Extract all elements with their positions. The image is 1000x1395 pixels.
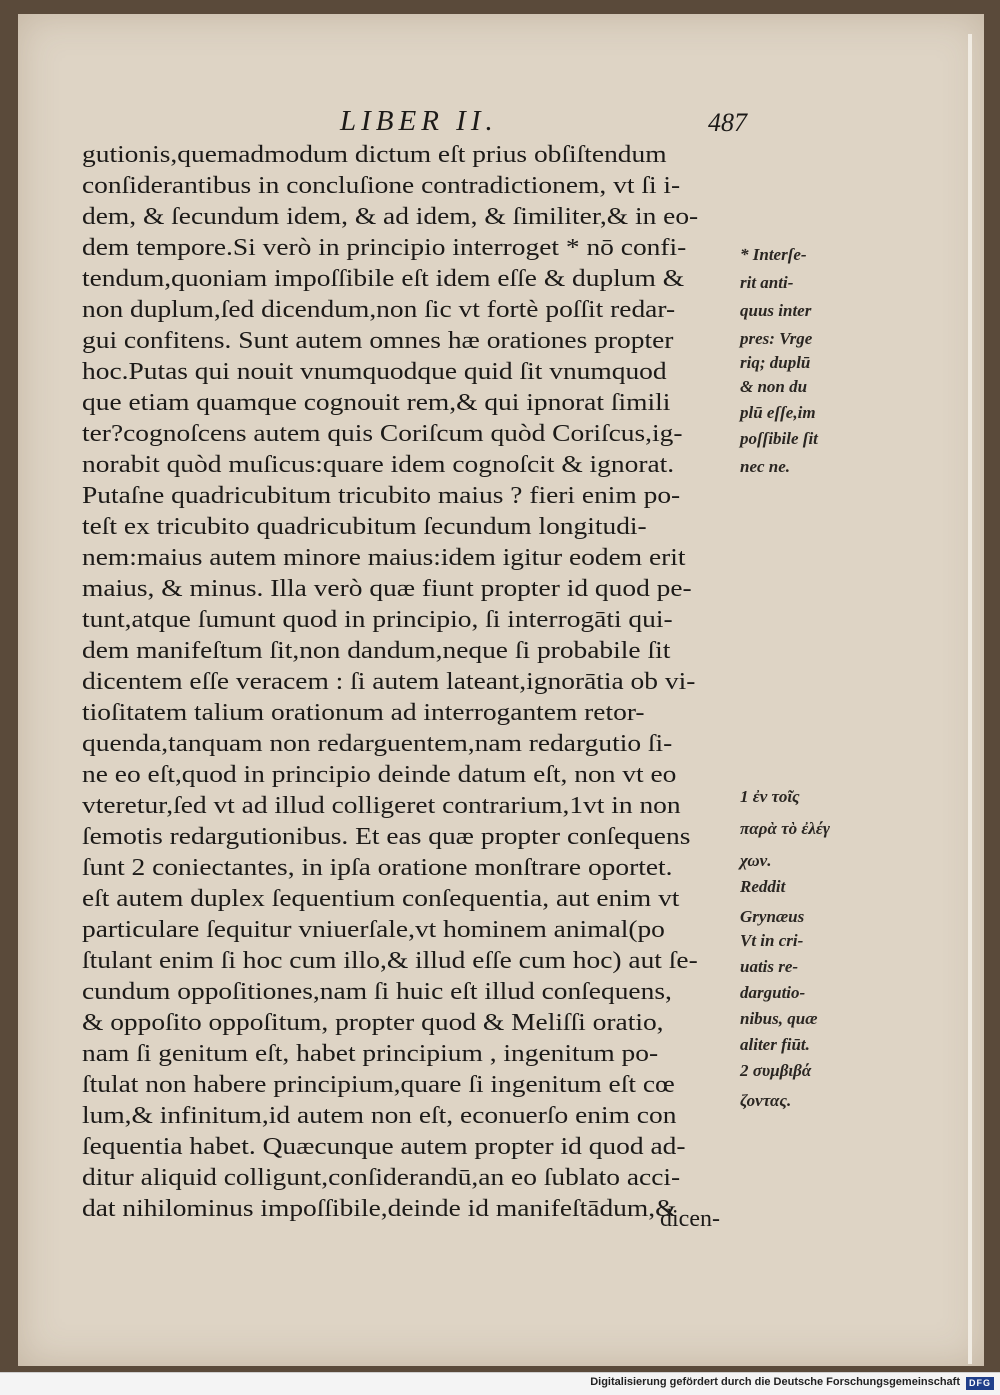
margin-note-line: quus inter [740, 301, 812, 320]
margin-note-line: uatis re- [740, 957, 799, 976]
text-line: lum,& infinitum,id autem non eſt, econuerſo enim con [82, 1102, 677, 1129]
dfg-logo[interactable]: DFG [966, 1377, 994, 1390]
text-line: maius, & minus. Illa verò quæ fiunt propter id quod pe- [82, 575, 692, 602]
text-line: dem tempore.Si verò in principio interroget * nō confi- [82, 234, 687, 261]
margin-note-line: dargutio- [740, 983, 806, 1002]
text-line: ditur aliquid colligunt,conſiderandū,an eo ſublato acci- [82, 1164, 681, 1191]
running-header: LIBER II. [340, 105, 498, 137]
text-line: dem manifeſtum ſit,non dandum,neque ſi probabile ſit [82, 637, 671, 664]
text-line: tunt,atque ſumunt quod in principio, ſi interrogāti qui- [82, 606, 673, 633]
text-line: ſtulat non habere principium,quare ſi ingenitum eſt cœ [82, 1071, 675, 1098]
margin-note-line: nec ne. [740, 457, 791, 476]
text-line: eſt autem duplex ſequentium conſequentia, aut enim vt [82, 885, 680, 912]
margin-note-line: παρὰ τὸ ἐλέγ [740, 819, 830, 838]
text-line: & oppoſito oppoſitum, propter quod & Meliſſi oratio, [82, 1009, 664, 1036]
margin-note-line: Grynæus [740, 907, 805, 926]
text-line: teſt ex tricubito quadricubitum ſecundum longitudi- [82, 513, 647, 540]
text-line: dat nihilominus impoſſibile,deinde id manifeſtādum,& [82, 1195, 677, 1222]
text-line: tioſitatem talium orationum ad interrogantem retor- [82, 699, 645, 726]
margin-note-line: aliter fiūt. [740, 1035, 810, 1054]
margin-note-line: ζοντας. [740, 1091, 792, 1110]
margin-note-line: rit anti- [740, 273, 794, 292]
text-line: ſtulant enim ſi hoc cum illo,& illud eſſe cum hoc) aut ſe- [82, 947, 698, 974]
margin-note-line: Vt in cri- [740, 931, 804, 950]
text-line: que etiam quamque cognouit rem,& qui ipnorat ſimili [82, 389, 671, 416]
footer-bar [0, 1372, 1000, 1395]
margin-note-line: riq; duplū [740, 353, 811, 372]
margin-note-line: Reddit [740, 877, 786, 896]
text-line: Putaſne quadricubitum tricubito maius ? fieri enim po- [82, 482, 681, 509]
text-line: cundum oppoſitiones,nam ſi huic eſt illud conſequens, [82, 978, 672, 1005]
catchword: dicen- [660, 1206, 720, 1232]
text-line: norabit quòd muſicus:quare idem cognoſcit & ignorat. [82, 451, 675, 478]
text-line: nam ſi genitum eſt, habet principium , ingenitum po- [82, 1040, 659, 1067]
text-line: ſequentia habet. Quæcunque autem propter id quod ad- [82, 1133, 686, 1160]
text-line: conſiderantibus in concluſione contradictionem, vt ſi i- [82, 172, 681, 199]
text-line: particulare ſequitur vniuerſale,vt hominem animal(po [82, 916, 665, 943]
page-number: 487 [708, 108, 747, 137]
text-line: ne eo eſt,quod in principio deinde datum eſt, non vt eo [82, 761, 677, 788]
margin-note-line: * Interſe- [740, 245, 807, 264]
margin-note-line: plū eſſe,im [740, 403, 816, 422]
text-line: hoc.Putas qui nouit vnumquodque quid ſit vnumquod [82, 358, 667, 385]
text-line: tendum,quoniam impoſſibile eſt idem eſſe & duplum & [82, 265, 685, 292]
text-line: ſunt 2 coniectantes, in ipſa oratione monſtrare oportet. [82, 854, 673, 881]
text-line: quenda,tanquam non redarguentem,nam redargutio ſi- [82, 730, 673, 757]
margin-note-line: nibus, quæ [740, 1009, 818, 1028]
funding-notice: Digitalisierung gefördert durch die Deutsche Forschungsgemeinschaft [590, 1376, 960, 1388]
text-line: ter?cognoſcens autem quis Coriſcum quòd Coriſcus,ig- [82, 420, 683, 447]
text-line: gui confitens. Sunt autem omnes hæ orationes propter [82, 327, 674, 354]
margin-note-line: 1 ἐν τοῖς [740, 787, 800, 806]
page-edge [968, 34, 972, 1364]
margin-note-line: 2 συμβιβά [740, 1061, 812, 1080]
text-line: nem:maius autem minore maius:idem igitur eodem erit [82, 544, 686, 571]
margin-note-line: poſſibile ſit [740, 429, 818, 448]
text-line: ſemotis redargutionibus. Et eas quæ propter conſequens [82, 823, 691, 850]
text-line: non duplum,ſed dicendum,non ſic vt fortè poſſit redar- [82, 296, 676, 323]
text-line: vteretur,ſed vt ad illud colligeret contrarium,1vt in non [82, 792, 681, 819]
margin-note-line: & non du [740, 377, 808, 396]
margin-note-line: pres: Vrge [740, 329, 813, 348]
text-line: dicentem eſſe veracem : ſi autem lateant,ignorātia ob vi- [82, 668, 696, 695]
text-line: dem, & ſecundum idem, & ad idem, & ſimiliter,& in eo- [82, 203, 699, 230]
margin-note-line: χων. [740, 851, 772, 870]
text-line: gutionis,quemadmodum dictum eſt prius obſiſtendum [82, 141, 667, 168]
